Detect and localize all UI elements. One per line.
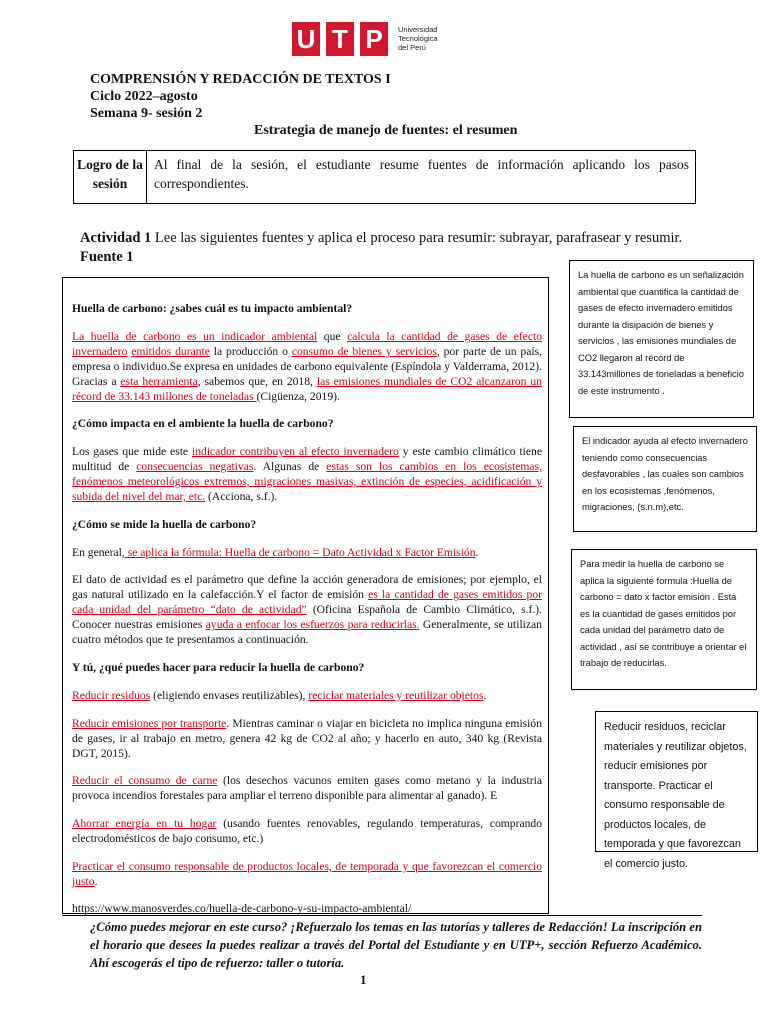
footer-note: ¿Cómo puedes mejorar en este curso? ¡Refuerzalo los temas en las tutorías y talleres de Redacción! La inscripción en el horario que desees la puedes realizar a través del Portal del Estudiante y en UTP+, sección Refuerzo Académico. Ahí escogerás el tipo de refuerzo: taller o tutoría. [90,920,702,970]
underlined-key-idea: reciclar materiales y reutilizar objetos [308,689,484,702]
underlined-key-idea: estas son los cambios en los ecosistemas, fenómenos meteorológicos extremos, migraciones masivas, extinción de especies, acidificación y subida del nivel del mar, etc. [72,460,542,503]
logo-letter-u: U [292,22,320,56]
source-paragraph-6 [72,716,542,761]
footer-divider [62,915,702,916]
summary-note-3: Para medir la huella de carbono se aplica la siguiente formula :Huella de carbono = dato x factor emisión . Esta es la cuantidad de gases emitidos por cada unidad del parámetro dato de actividad , así se contribuye a orientar el trabajo de reducirlas. [571,549,757,690]
source-paragraph-1 [72,329,542,404]
source-heading-3: ¿Cómo se mide la huella de carbono? [72,518,257,531]
course-title: COMPRENSIÓN Y REDACCIÓN DE TEXTOS I [90,72,391,87]
underlined-key-idea: , se aplica la fórmula: Huella de carbono = Dato Actividad x Factor Emisión [121,546,476,559]
week-label: Semana 9- sesión 2 [90,106,203,121]
logo-line-1: Universidad [398,25,438,34]
activity-line [80,229,682,247]
utp-logo [292,22,442,58]
logo-line-3: del Perú [398,43,426,52]
source-paragraph-7 [72,773,542,803]
source-paragraph-8 [72,816,542,846]
text-run: El dato de actividad es el parámetro que define la acción generadora de emisiones; por ejemplo, el gas natural utilizado en la calefacción.Y el factor de emisión [72,573,542,601]
text-run: y este cambio climático tiene multitud de [72,445,542,473]
text-run: Generalmente, se utilizan cuatro métodos que te presentamos a continuación. [72,618,542,646]
text-run: . Algunas de [253,460,327,473]
logo-letter-t: T [326,22,354,56]
source-paragraph-4 [72,572,542,647]
underlined-key-idea: Reducir residuos [72,689,151,702]
summary-note-4: Reducir residuos, reciclar materiales y reutilizar objetos, reducir emisiones por transporte. Practicar el consumo responsable de productos locales, de temporada y que favorezcan el comercio justo. [595,711,758,852]
text-run: . [94,875,98,888]
text-run: (Acciona, s.f.). [205,490,278,503]
source-paragraph-5 [72,688,542,703]
underlined-key-idea: ayuda a enfocar los esfuerzos para reducirlas. [205,618,420,631]
logo-university-name [398,25,438,52]
activity-label: Actividad 1 [80,230,152,246]
logo-letter-p: P [360,22,388,56]
underlined-key-idea: Ahorrar energía en tu hogar [72,817,217,830]
underlined-key-idea: calcula la cantidad de gases de efecto invernadero [72,330,542,358]
underlined-key-idea: esta herramienta [120,375,198,388]
source-paragraph-9 [72,859,542,889]
logro-table [73,150,696,204]
text-run: Los gases que mide este [72,445,192,458]
summary-note-2: El indicador ayuda al efecto invernadero teniendo como consecuencias desfavorables , las cuales son cambios en los ecosistemas ,fenómenos, migraciones, (s.n.m),etc. [573,426,757,532]
text-run: . [483,689,487,702]
underlined-key-idea: emitidos durante [131,345,210,358]
logro-label: Logro de la sesión [74,151,147,203]
source-paragraph-3 [72,545,542,560]
text-run: , sabemos que, en 2018, [197,375,317,388]
underlined-key-idea: las emisiones mundiales de CO2 alcanzaron un récord de 33.143 millones de toneladas [72,375,542,403]
underlined-key-idea: indicador contribuyen al efecto invernadero [192,445,399,458]
text-run: En general [72,546,122,559]
text-run: (eligiendo envases reutilizables), [150,689,309,702]
text-run: . [475,546,479,559]
source-url: https://www.manosverdes.co/huella-de-carbono-y-su-impacto-ambiental/ [72,902,412,915]
underlined-key-idea: Reducir el consumo de carne [72,774,218,787]
underlined-key-idea: Reducir emisiones por transporte [72,717,227,730]
activity-instruction: Lee las siguientes fuentes y aplica el proceso para resumir: subrayar, parafrasear y resumir. [154,230,683,246]
text-run: , por parte de un país, empresa o individuo.Se expresa en unidades de carbono equivalente (Espíndola y Valderrama, 2012). Gracias a [72,345,542,388]
underlined-key-idea: Practicar el consumo responsable de productos locales, de temporada y que favorezcan el comercio justo [72,860,542,888]
text-run: la producción o [209,345,292,358]
source-title: Huella de carbono: ¿sabes cuál es tu impacto ambiental? [72,302,353,315]
session-title: Estrategia de manejo de fuentes: el resumen [254,123,518,138]
underlined-key-idea: consumo de bienes y servicios [291,345,437,358]
text-run: . Mientras caminar o viajar en bicicleta no implica ninguna emisión de gases, ir al trabajo en metro, genera 42 kg de CO2 al año; y hacerlo en auto, 340 kg (Revista DGT, 2015). [72,717,542,760]
source-heading-2: ¿Cómo impacta en el ambiente la huella de carbono? [72,417,334,430]
source-paragraph-2 [72,444,542,504]
source-heading-4: Y tú, ¿qué puedes hacer para reducir la huella de carbono? [72,661,365,674]
page-number: 1 [360,972,367,987]
text-run: (usando fuentes renovables, regulando temperaturas, comprando electrodomésticos de bajo consumo, etc.) [72,817,542,845]
logro-text: Al final de la sesión, el estudiante resume fuentes de información aplicando los pasos correspondientes. [154,157,689,191]
underlined-key-idea: es la cantidad de gases emitidos por cada unidad del parámetro “dato de actividad” [72,588,542,616]
cycle-label: Ciclo 2022–agosto [90,89,198,104]
logo-line-2: Tecnológica [398,34,438,43]
source-label: Fuente 1 [80,249,134,265]
underlined-key-idea: La huella de carbono es un indicador ambiental [72,330,318,343]
text-run: (Cigüenza, 2019). [256,390,340,403]
text-run: que [317,330,348,343]
summary-note-1: La huella de carbono es un señalización ambiental que cuantifica la cantidad de gases de efecto invernadero emitidos durante la disipación de bienes y servicios , las emisiones mundiales de CO2 llegaron al récord de 33.143millones de toneladas a beneficio de este instrumento . [569,260,754,418]
underlined-key-idea: consecuencias negativas [136,460,254,473]
text-run: (Oficina Española de Cambio Climático, s.f.). Conocer nuestras emisiones [72,603,542,631]
text-run: (los desechos vacunos emiten gases como metano y la industria provoca incendios forestales para ampliar el terreno disponible para alimentar al ganado). E [72,774,543,802]
